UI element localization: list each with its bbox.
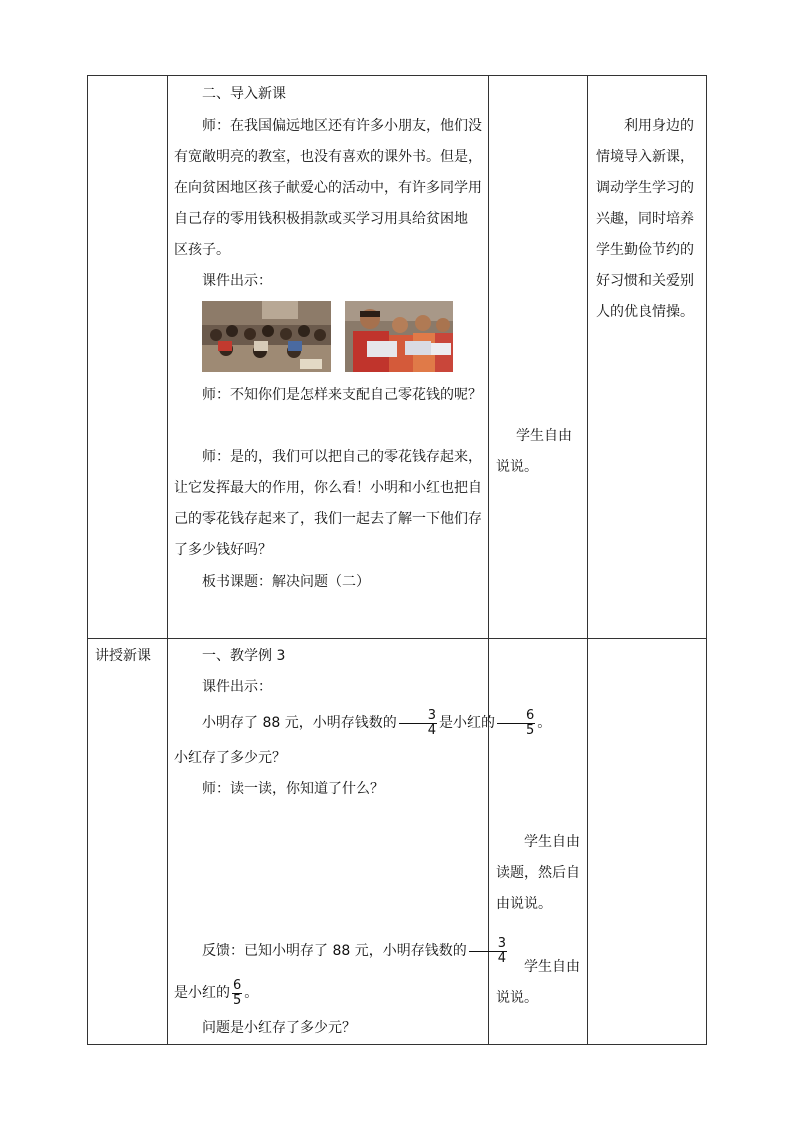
feedback-line [174,976,482,1010]
word-problem-question: 小红存了多少元？ [174,750,286,766]
board-title: 板书课题：解决问题（二） [202,574,370,590]
section-heading-example: 一、教学例 3 [202,648,286,664]
column-divider-3 [587,75,588,1045]
feedback-text: 。 [244,985,259,1001]
student-activity: 读题，然后自 [496,865,580,881]
teacher-line: 区孩子。 [174,242,230,258]
table-right-border [706,75,707,1045]
word-problem [174,706,552,740]
student-activity: 学生自由 [524,959,580,975]
fraction [232,979,242,1008]
table-left-border [87,75,88,1045]
design-intent: 调动学生学习的 [596,180,694,196]
column-divider-1 [167,75,168,1045]
table-bottom-border [87,1044,707,1045]
teacher-line: 让它发挥最大的作用，你么看！小明和小红也把自 [174,480,482,496]
column-divider-2 [488,75,489,1045]
student-activity: 学生自由 [524,834,580,850]
student-activity: 说说。 [496,990,538,1006]
teacher-line: 师：在我国偏远地区还有许多小朋友，他们没 [202,118,482,134]
design-intent: 情境导入新课， [596,149,694,165]
design-intent: 兴趣，同时培养 [596,211,694,227]
fraction-numerator: 3 [469,937,507,952]
teacher-line: 了多少钱好吗？ [174,542,272,558]
teacher-question: 师：不知你们是怎样来支配自己零花钱的呢？ [202,387,482,403]
fraction-denominator: 5 [233,992,242,1008]
teacher-line: 己的零花钱存起来了，我们一起去了解一下他们存 [174,511,482,527]
section-heading-intro: 二、导入新课 [202,86,286,102]
courseware-label: 课件出示： [202,273,272,289]
courseware-label: 课件出示： [202,679,272,695]
fraction [497,709,535,738]
student-activity: 由说说。 [496,896,552,912]
feedback-text: 是小红的 [174,985,230,1001]
question-statement: 问题是小红存了多少元？ [202,1020,356,1036]
teacher-line: 在向贫困地区孩子献爱心的活动中，有许多同学用 [174,180,482,196]
word-problem-text: 是小红的 [439,715,495,731]
classroom-photo [202,301,331,372]
student-activity: 说说。 [496,459,538,475]
row-divider [87,638,707,639]
table-top-border [87,75,707,76]
fraction-denominator: 4 [497,950,506,966]
teacher-line: 自己存的零用钱积极捐款或买学习用具给贫困地 [174,211,468,227]
fraction-denominator: 5 [526,722,535,738]
fraction-denominator: 4 [427,722,436,738]
teacher-line: 有宽敞明亮的教室，也没有喜欢的课外书。但是， [174,149,482,165]
word-problem-text: 小明存了 88 元，小明存钱数的 [202,715,397,731]
fraction-numerator: 3 [399,709,437,724]
word-problem-text: 。 [537,715,552,731]
fraction-numerator: 6 [233,977,242,993]
student-activity: 学生自由 [516,428,572,444]
fraction [399,709,437,738]
design-intent: 好习惯和关爱别 [596,273,694,289]
feedback-text: 反馈：已知小明存了 88 元，小明存钱数的 [202,943,467,959]
fraction-numerator: 6 [497,709,535,724]
design-intent: 利用身边的 [624,118,694,134]
design-intent: 学生勤俭节约的 [596,242,694,258]
design-intent: 人的优良情操。 [596,304,694,320]
teacher-line: 师：是的，我们可以把自己的零花钱存起来， [202,449,482,465]
stage-label: 讲授新课 [95,648,151,664]
children-gifts-photo [345,301,453,372]
teacher-prompt: 师：读一读，你知道了什么？ [202,781,384,797]
feedback-line [174,934,506,968]
